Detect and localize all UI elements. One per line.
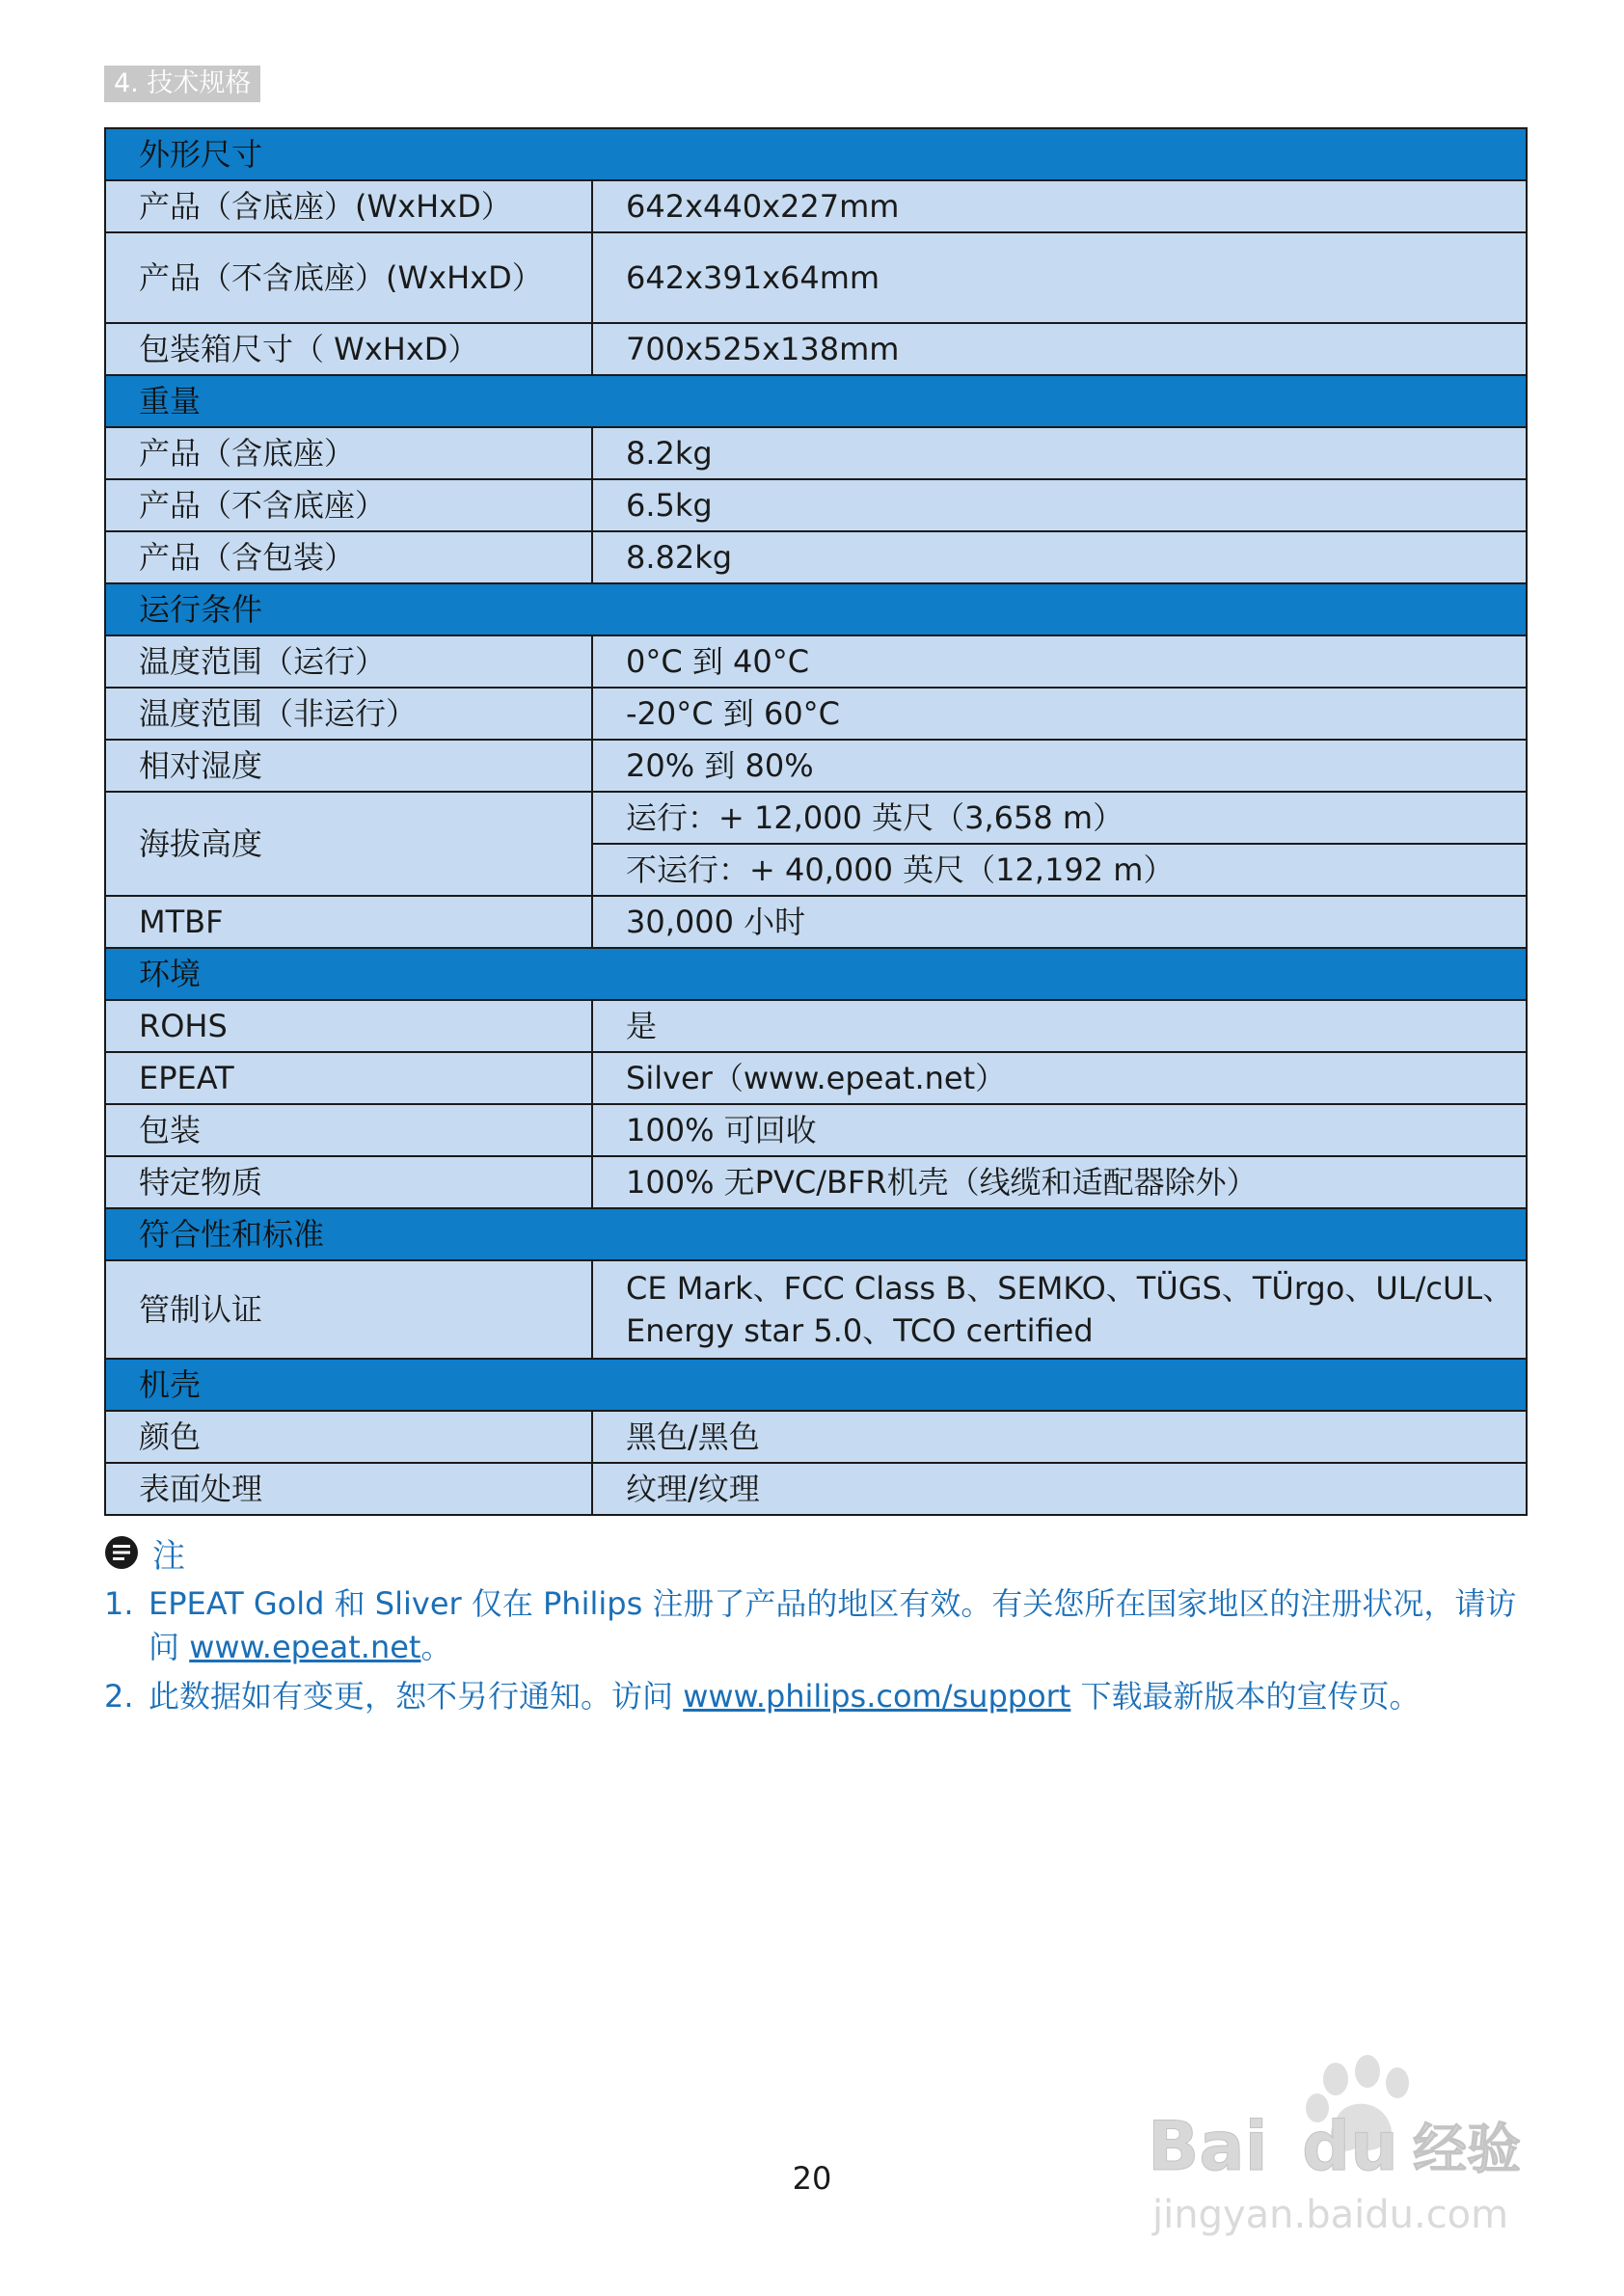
table-row bbox=[105, 896, 1527, 948]
spec-label: 温度范围（运行） bbox=[105, 635, 592, 688]
note-icon bbox=[104, 1535, 139, 1570]
spec-value: -20°C 到 60°C bbox=[592, 688, 1527, 740]
spec-label: 产品（含底座）(WxHxD） bbox=[105, 180, 592, 232]
spec-label: 特定物质 bbox=[105, 1156, 592, 1208]
section-header: 重量 bbox=[105, 375, 1527, 427]
spec-value: 黑色/黑色 bbox=[592, 1411, 1527, 1463]
spec-label: 产品（含包装） bbox=[105, 531, 592, 583]
table-row bbox=[105, 1411, 1527, 1463]
section-tab: 4. 技术规格 bbox=[104, 66, 260, 102]
spec-value: CE Mark、FCC Class B、SEMKO、TÜGS、TÜrgo、UL/cUL、Energy star 5.0、TCO certified bbox=[592, 1260, 1527, 1359]
spec-value: 6.5kg bbox=[592, 479, 1527, 531]
spec-value: 100% 可回收 bbox=[592, 1104, 1527, 1156]
notes-heading bbox=[104, 1528, 1531, 1577]
svg-text:jingyan.baidu.com: jingyan.baidu.com bbox=[1152, 2193, 1509, 2237]
spec-value: 运行：+ 12,000 英尺（3,658 m） bbox=[592, 792, 1527, 844]
table-row bbox=[105, 792, 1527, 844]
table-row bbox=[105, 635, 1527, 688]
section-header: 运行条件 bbox=[105, 583, 1527, 635]
notes-title: 注 bbox=[152, 1536, 185, 1576]
epeat-link[interactable]: www.epeat.net bbox=[189, 1629, 421, 1665]
spec-label: 产品（不含底座） bbox=[105, 479, 592, 531]
spec-value: 20% 到 80% bbox=[592, 740, 1527, 792]
section-header: 符合性和标准 bbox=[105, 1208, 1527, 1260]
table-row bbox=[105, 1104, 1527, 1156]
spec-value: 642x391x64mm bbox=[592, 232, 1527, 323]
spec-label: EPEAT bbox=[105, 1052, 592, 1104]
spec-value: 30,000 小时 bbox=[592, 896, 1527, 948]
table-row bbox=[105, 323, 1527, 375]
spec-table bbox=[104, 127, 1528, 1516]
spec-label: 表面处理 bbox=[105, 1463, 592, 1515]
page-number: 20 bbox=[792, 2160, 832, 2197]
spec-label: 管制认证 bbox=[105, 1260, 592, 1359]
spec-value: 是 bbox=[592, 1000, 1527, 1052]
note-text-after: 下载最新版本的宣传页。 bbox=[1070, 1678, 1421, 1715]
spec-value: 100% 无PVC/BFR机壳（线缆和适配器除外） bbox=[592, 1156, 1527, 1208]
table-row bbox=[105, 180, 1527, 232]
notes-section bbox=[104, 1528, 1531, 1718]
spec-label: 颜色 bbox=[105, 1411, 592, 1463]
spec-value: 0°C 到 40°C bbox=[592, 635, 1527, 688]
spec-label: 产品（含底座） bbox=[105, 427, 592, 479]
note-text-before: EPEAT Gold 和 Sliver 仅在 Philips 注册了产品的地区有效。有关您所在国家地区的注册状况，请访问 bbox=[149, 1585, 1517, 1665]
spec-value: 纹理/纹理 bbox=[592, 1463, 1527, 1515]
list-item bbox=[104, 1582, 1531, 1669]
spec-label: 包装 bbox=[105, 1104, 592, 1156]
table-row bbox=[105, 1156, 1527, 1208]
spec-label: 包装箱尺寸（ WxHxD） bbox=[105, 323, 592, 375]
svg-text:经验: 经验 bbox=[1413, 2119, 1521, 2181]
note-number: 1. bbox=[104, 1585, 134, 1622]
note-text bbox=[149, 1675, 1421, 1718]
table-row bbox=[105, 1463, 1527, 1515]
spec-value: 8.82kg bbox=[592, 531, 1527, 583]
table-row bbox=[105, 1260, 1527, 1359]
section-header-row bbox=[105, 948, 1527, 1000]
section-header-row bbox=[105, 1359, 1527, 1411]
table-row bbox=[105, 531, 1527, 583]
table-row bbox=[105, 1000, 1527, 1052]
table-row bbox=[105, 688, 1527, 740]
spec-value: 700x525x138mm bbox=[592, 323, 1527, 375]
table-row bbox=[105, 1052, 1527, 1104]
section-header-row bbox=[105, 583, 1527, 635]
list-item bbox=[104, 1675, 1531, 1718]
svg-text:du: du bbox=[1302, 2107, 1398, 2186]
spec-value: 642x440x227mm bbox=[592, 180, 1527, 232]
spec-label: 温度范围（非运行） bbox=[105, 688, 592, 740]
spec-value: 8.2kg bbox=[592, 427, 1527, 479]
spec-label: 产品（不含底座）(WxHxD） bbox=[105, 232, 592, 323]
section-header-row bbox=[105, 1208, 1527, 1260]
note-number: 2. bbox=[104, 1678, 134, 1715]
section-header-row bbox=[105, 375, 1527, 427]
table-row bbox=[105, 479, 1527, 531]
note-text-after: 。 bbox=[420, 1629, 452, 1665]
section-header: 机壳 bbox=[105, 1359, 1527, 1411]
note-text-before: 此数据如有变更，恕不另行通知。访问 bbox=[149, 1678, 684, 1715]
baidu-watermark bbox=[1148, 2044, 1562, 2266]
philips-support-link[interactable]: www.philips.com/support bbox=[683, 1678, 1071, 1715]
table-row bbox=[105, 232, 1527, 323]
spec-value: 不运行：+ 40,000 英尺（12,192 m） bbox=[592, 844, 1527, 896]
table-row bbox=[105, 740, 1527, 792]
note-text bbox=[149, 1582, 1531, 1669]
spec-label: ROHS bbox=[105, 1000, 592, 1052]
spec-label: MTBF bbox=[105, 896, 592, 948]
section-header: 环境 bbox=[105, 948, 1527, 1000]
section-header: 外形尺寸 bbox=[105, 128, 1527, 180]
spec-label: 海拔高度 bbox=[105, 792, 592, 896]
table-row bbox=[105, 427, 1527, 479]
svg-text:Bai: Bai bbox=[1148, 2107, 1268, 2186]
section-header-row bbox=[105, 128, 1527, 180]
spec-label: 相对湿度 bbox=[105, 740, 592, 792]
spec-value: Silver（www.epeat.net） bbox=[592, 1052, 1527, 1104]
